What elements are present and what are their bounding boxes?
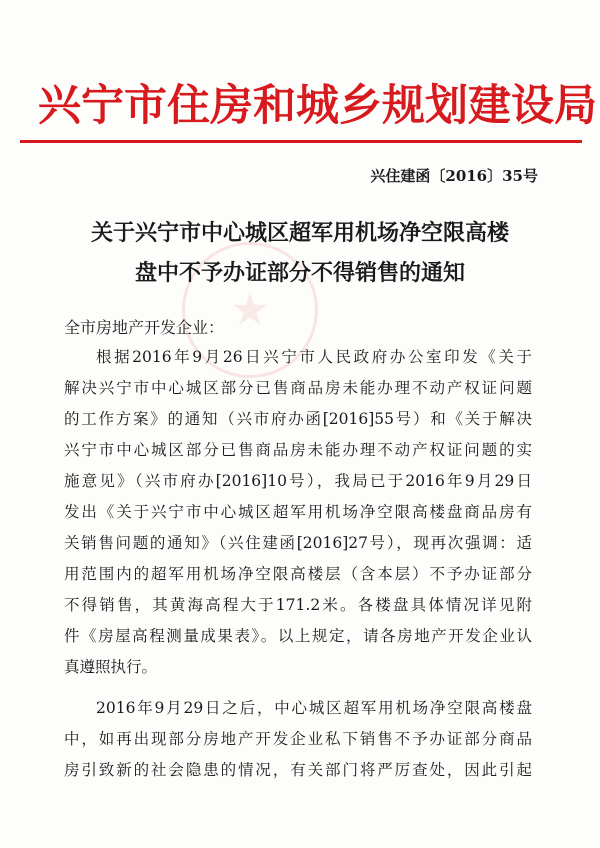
paragraph-2 xyxy=(64,693,532,786)
body-line: 发出《关于兴宁市中心城区超军用机场净空限高楼盘商品房有 xyxy=(64,503,532,521)
document-number: 兴住建函〔2016〕35号 xyxy=(370,167,538,185)
paragraph-1 xyxy=(64,342,532,683)
issuer-header: 兴宁市住房和城乡规划建设局 xyxy=(38,81,597,131)
body-line: 兴宁市中心城区部分已售商品房未能办理不动产权证问题的实 xyxy=(64,441,532,459)
body-line: 解决兴宁市中心城区部分已售商品房未能办理不动产权证问题 xyxy=(64,379,532,397)
body-line: 施意见》（兴市府办[2016]10号），我局已于2016年9月29日 xyxy=(64,472,532,490)
document-title xyxy=(40,213,560,293)
seal-star-icon: ★ xyxy=(230,284,270,336)
document-body xyxy=(64,342,532,786)
body-line: 中，如再出现部分房地产开发企业私下销售不予办证部分商品 xyxy=(64,730,532,748)
document-title-line: 关于兴宁市中心城区超军用机场净空限高楼 xyxy=(90,220,509,246)
body-line: 用范围内的超军用机场净空限高楼层（含本层）不予办证部分 xyxy=(64,565,532,583)
body-line: 关销售问题的通知》（兴住建函[2016]27号），现再次强调：适 xyxy=(64,534,532,552)
document-title-line: 盘中不予办证部分不得销售的通知 xyxy=(134,260,465,286)
body-line: 不得销售，其黄海高程大于171.2米。各楼盘具体情况详见附 xyxy=(64,596,532,614)
body-line: 根据2016年9月26日兴宁市人民政府办公室印发《关于 xyxy=(96,348,532,366)
salutation: 全市房地产开发企业： xyxy=(64,318,225,337)
red-header-rule xyxy=(20,140,582,143)
body-line: 房引致新的社会隐患的情况，有关部门将严厉查处，因此引起 xyxy=(64,761,532,779)
body-line: 的工作方案》的通知（兴市府办函[2016]55号）和《关于解决 xyxy=(64,410,532,428)
body-line: 件《房屋高程测量成果表》。以上规定，请各房地产开发企业认 xyxy=(64,627,532,645)
body-line: 真遵照执行。 xyxy=(64,658,158,676)
body-line: 2016年9月29日之后，中心城区超军用机场净空限高楼盘 xyxy=(96,699,532,717)
